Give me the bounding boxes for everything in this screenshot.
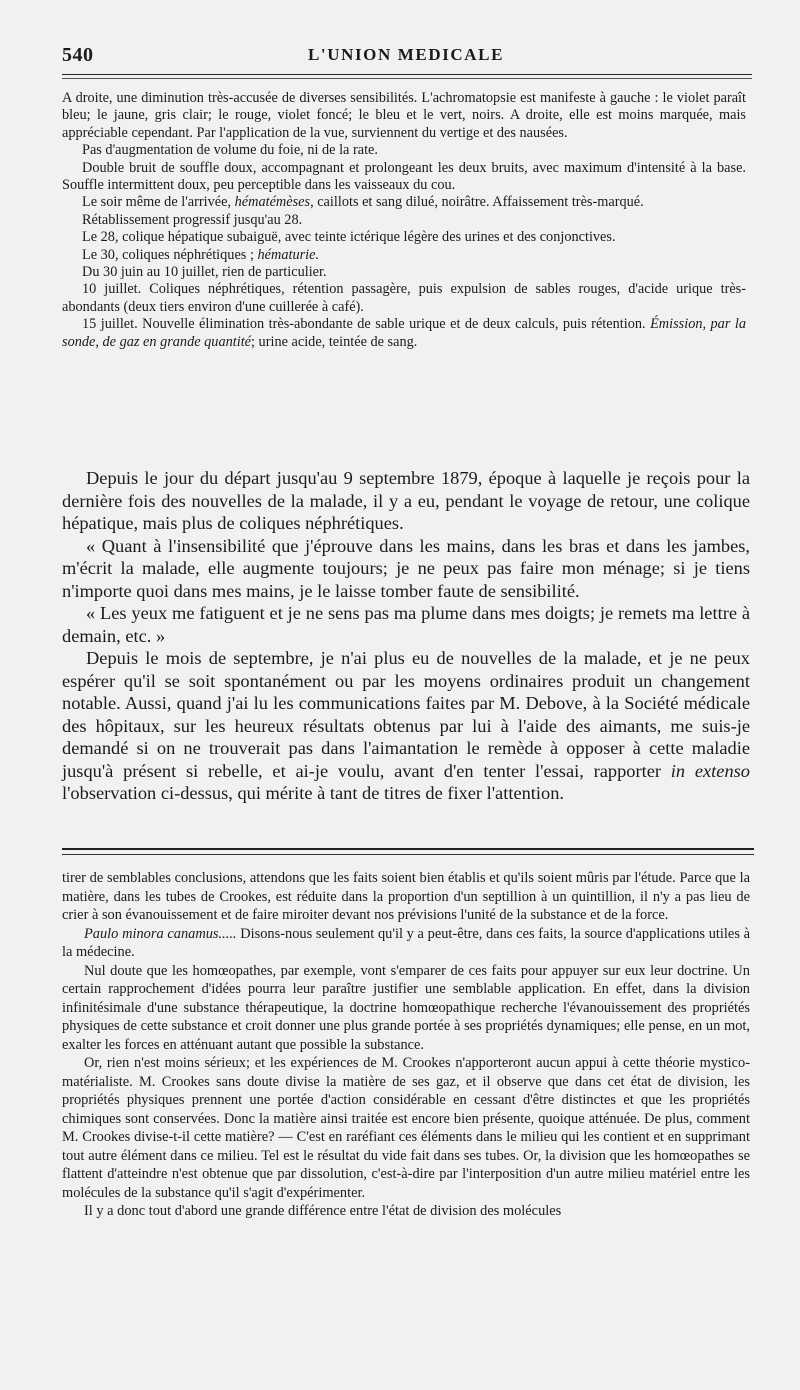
page-header [62,44,750,72]
commentary-paragraph: « Les yeux me fatiguent et je ne sens pas ma plume dans mes doigts; je remets ma lettre à demain, etc. » [62,603,750,646]
commentary-paragraph: Depuis le jour du départ jusqu'au 9 septembre 1879, époque à laquelle je reçois pour la dernière fois des nouvelles de la malade, il y a eu, pendant le voyage de retour, une colique hépatique, mais plus de coliques néphrétiques. [62,468,750,533]
emphasis: hématurie. [257,246,320,263]
observation-paragraph: Du 30 juin au 10 juillet, rien de particulier. [82,264,327,281]
observation-paragraph: Le soir même de l'arrivée, hématémèses, caillots et sang dilué, noirâtre. Affaissement très-marqué. [82,194,644,211]
commentary-paragraph: Depuis le mois de septembre, je n'ai plus eu de nouvelles de la malade, et je ne peux espérer qu'il se soit spontanément ou par les moyens ordinaires produit un changement notable. Aussi, quand j'ai lu les communications faites par M. Debove, à la Société médicale des hôpitaux, sur les heureux résultats obtenus par lui à l'aide des aimants, me suis-je demandé si on ne trouverait pas dans l'aimantation le remède à opposer à cette maladie jusqu'à présent si rebelle, et ai-je voulu, avant d'en tenter l'essai, rapporter in extenso l'observation ci-dessus, qui mérite à tant de titres de fixer l'attention. [62,648,750,803]
feuilleton-separator-thin [62,854,754,855]
emphasis: hématémèses [234,194,311,211]
emphasis: Paulo minora canamus..... [84,925,237,942]
observation-paragraph: Double bruit de souffle doux, accompagnant et prolongeant les deux bruits, avec maximum d'intensité à la base. Souffle intermittent doux, peu perceptible dans les vaisseaux du cou. [62,159,746,194]
emphasis: in extenso [670,760,750,781]
observation-paragraph: 10 juillet. Coliques néphrétiques, rétention passagère, puis expulsion de sables rouges, d'acide urique très-abondants (deux tiers environ d'une cuillerée à café). [62,281,746,315]
observation-paragraph: Pas d'augmentation de volume du foie, ni de la rate. [82,142,378,159]
header-rule-thin [62,78,752,79]
feuilleton-paragraph: Or, rien n'est moins sérieux; et les expériences de M. Crookes n'apporteront aucun appui à cette théorie mystico-matérialiste. M. Crookes sans doute divise la matière de ses gaz, et il observe que dans cet état de division, les propriétés physiques prennent une portée d'action considérable en cessant d'être distinctes et que les propriétés chimiques sont conservées. Donc la matière ainsi traitée est encore bien présente, quoique atténuée. De plus, comment M. Crookes divise-t-il cette matière? — C'est en raréfiant ces éléments dans le milieu qui les contient et en supprimant tout autre élément dans ce milieu. Tel est le résultat du vide fait dans ses tubes. Or, la division que les homœopathes se flattent d'atteindre n'est obtenue que par dissolution, c'est-à-dire par l'interposition d'un autre milieu matériel entre les molécules de la substance qu'il s'agit d'expérimenter. [62,1055,750,1201]
feuilleton-paragraph: Il y a donc tout d'abord une grande différence entre l'état de division des molécules [84,1203,562,1219]
observation-paragraph: Le 28, colique hépatique subaiguë, avec teinte ictérique légère des urines et des conjonctives. [82,229,616,246]
feuilleton-paragraph: tirer de semblables conclusions, attendons que les faits soient bien établis et qu'ils soient mûris par l'étude. Parce que la matière, dans les tubes de Crookes, est réduite dans la proportion d'un septillion à un quintillion, il n'y a pas lieu de crier à son évanouissement et de faire miroiter devant nos prévisions l'unité de la substance et de la force. [62,870,750,923]
page-number: 540 [62,44,94,66]
header-rule [62,74,752,75]
running-title: L'UNION MEDICALE [307,45,505,64]
feuilleton-paragraph: Nul doute que les homœopathes, par exemple, vont s'emparer de ces faits pour appuyer sur eux leur doctrine. Un certain rapprochement d'idées pourra leur paraître justifier une semblable application. En effet, dans la division infinitésimale d'une substance thérapeutique, la doctrine homœopathique recherche l'évanouissement des propriétés physiques de cette substance et croit donner une plus grande portée à ses propriétés dynamiques; elle pense, en un mot, exalter les forces en atténuant autant que possible la substance. [62,962,750,1053]
commentary-paragraph: « Quant à l'insensibilité que j'éprouve dans les mains, dans les bras et dans les jambes, m'écrit la malade, elle augmente toujours; je ne peux pas faire mon ménage; si je tiens n'importe quoi dans mes mains, je le laisse tomber faute de sensibilité. [62,535,750,601]
emphasis: Émission, par la sonde, de gaz en grande quantité [62,316,746,350]
observation-paragraph: Rétablissement progressif jusqu'au 28. [82,211,303,228]
author-commentary [62,467,750,805]
feuilleton-separator [62,848,754,850]
clinical-observation [62,90,746,351]
observation-paragraph: Le 30, coliques néphrétiques ; hématurie. [82,246,320,263]
observation-paragraph: A droite, une diminution très-accusée de diverses sensibilités. L'achromatopsie est manifeste à gauche : le violet paraît bleu; le jaune, gris clair; le rouge, violet foncé; le bleu et le vert, noirs. A droite, elle est moins marquée, mais appréciable cependant. Par l'application de la vue, surviennent du vertige et des nausées. [62,90,746,141]
observation-paragraph: 15 juillet. Nouvelle élimination très-abondante de sable urique et de deux calculs, puis rétention. Émission, par la sonde, de gaz en grande quantité; urine acide, teintée de sang. [62,316,746,350]
feuilleton-paragraph: Paulo minora canamus..... Disons-nous seulement qu'il y a peut-être, dans ces faits, la source d'applications utiles à la médecine. [62,925,751,960]
feuilleton-text [62,869,750,1221]
